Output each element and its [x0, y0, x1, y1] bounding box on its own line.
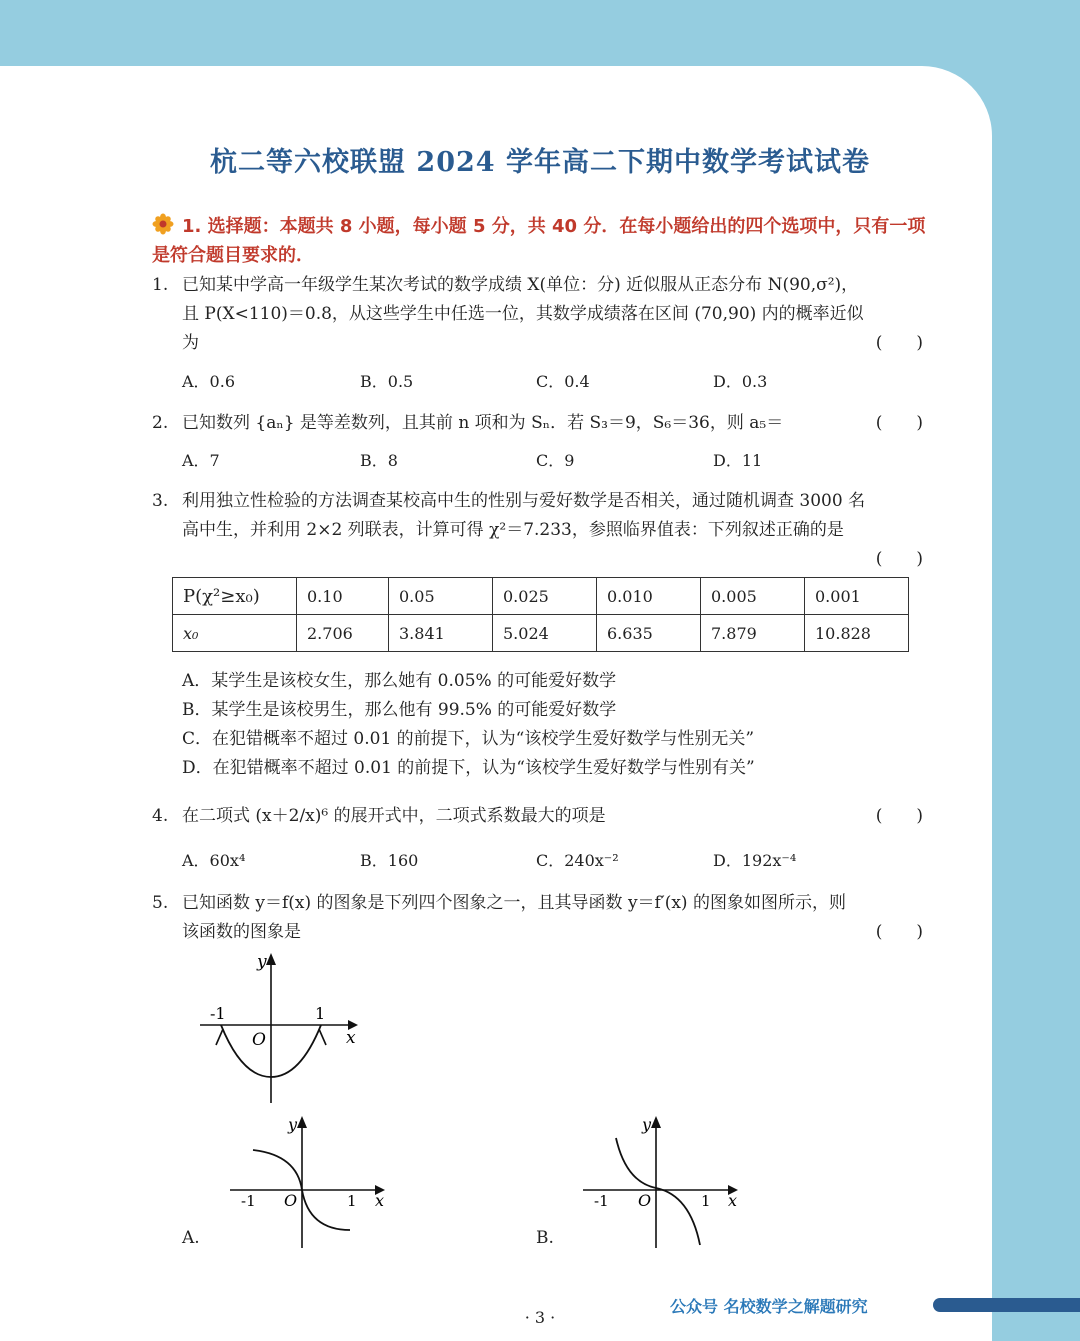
- table-cell: 5.024: [493, 615, 597, 652]
- question-line: 该函数的图象是: [182, 922, 301, 942]
- option-a: A．0.6: [182, 372, 236, 391]
- axis-label-y: y: [257, 952, 267, 972]
- question-number: 1.: [152, 275, 169, 295]
- table-cell: 6.635: [597, 615, 701, 652]
- tick-label-neg1: -1: [210, 1004, 226, 1023]
- question-line: 利用独立性检验的方法调查某校高中生的性别与爱好数学是否相关，通过随机调查 3000 名: [182, 491, 866, 511]
- axis-label-y: y: [288, 1115, 298, 1134]
- table-cell: 7.879: [701, 615, 805, 652]
- table-cell: 0.001: [805, 578, 909, 615]
- answer-paren: ( ): [875, 922, 923, 942]
- table-row: [173, 578, 909, 615]
- table-cell: 2.706: [297, 615, 389, 652]
- question-line: 高中生，并利用 2×2 列联表，计算可得 χ²＝7.233，参照临界值表：下列叙述正确的是: [182, 520, 844, 540]
- question-5: [152, 889, 927, 947]
- table-cell: 0.005: [701, 578, 805, 615]
- question-4: [152, 802, 927, 831]
- origin-label: O: [284, 1191, 298, 1210]
- table-cell: 0.010: [597, 578, 701, 615]
- option-b-graph: [578, 1110, 748, 1250]
- table-cell: P(χ²≥x₀): [173, 578, 297, 615]
- tick-label-pos1: 1: [315, 1004, 326, 1023]
- answer-paren: ( ): [875, 333, 923, 353]
- table-cell: 10.828: [805, 615, 909, 652]
- question-line: 已知数列 {aₙ} 是等差数列，且其前 n 项和为 Sₙ．若 S₃＝9，S₆＝36，则 a₅＝: [182, 413, 784, 433]
- table-cell: x₀: [173, 615, 297, 652]
- option-b: B．160: [360, 851, 419, 870]
- critical-value-table: [172, 577, 909, 652]
- tick-label-pos1: 1: [347, 1192, 357, 1210]
- answer-paren: ( ): [875, 413, 923, 433]
- option-a: A．7: [182, 451, 220, 470]
- option-c: C．在犯错概率不超过 0.01 的前提下，认为“该校学生爱好数学与性别无关”: [182, 729, 755, 749]
- option-c: C．240x⁻²: [536, 851, 619, 870]
- tick-label-pos1: 1: [701, 1192, 711, 1210]
- origin-label: O: [252, 1030, 266, 1050]
- answer-paren: ( ): [875, 549, 923, 569]
- table-cell: 0.05: [389, 578, 493, 615]
- origin-label: O: [638, 1191, 652, 1210]
- option-b-label: B.: [536, 1228, 554, 1248]
- option-b: B．8: [360, 451, 398, 470]
- option-a-label: A.: [182, 1228, 200, 1248]
- question-3: [152, 487, 927, 574]
- question-number: 5.: [152, 893, 169, 913]
- option-d: D．在犯错概率不超过 0.01 的前提下，认为“该校学生爱好数学与性别有关”: [182, 758, 755, 778]
- option-a-graph: [225, 1110, 395, 1250]
- section-text: 1. 选择题：本题共 8 小题，每小题 5 分，共 40 分．在每小题给出的四个选项中，只有一项是符合题目要求的．: [152, 216, 926, 266]
- tick-label-neg1: -1: [241, 1192, 256, 1210]
- option-b: B．某学生是该校男生，那么他有 99.5% 的可能爱好数学: [182, 700, 617, 720]
- option-b: B．0.5: [360, 372, 414, 391]
- question-1: [152, 271, 927, 358]
- question-2: [152, 409, 927, 438]
- axis-label-x: x: [375, 1191, 385, 1210]
- axis-label-y: y: [642, 1115, 652, 1134]
- table-cell: 0.025: [493, 578, 597, 615]
- footer-bar: [933, 1298, 1080, 1312]
- option-d: D．0.3: [713, 372, 768, 391]
- flower-icon: [152, 213, 174, 235]
- answer-paren: ( ): [875, 806, 923, 826]
- question-line: 在二项式 (x＋2/x)⁶ 的展开式中，二项式系数最大的项是: [182, 806, 606, 826]
- table-row: [173, 615, 909, 652]
- wechat-account: 公众号 名校数学之解题研究: [670, 1297, 868, 1316]
- section-header: [152, 212, 932, 270]
- question-number: 2.: [152, 413, 169, 433]
- axis-label-x: x: [728, 1191, 738, 1210]
- page-title: 杭二等六校联盟 2024 学年高二下期中数学考试试卷: [210, 147, 870, 178]
- question-line: 且 P(X<110)＝0.8，从这些学生中任选一位，其数学成绩落在区间 (70,90) 内的概率近似: [182, 304, 864, 324]
- question-number: 3.: [152, 491, 169, 511]
- question-number: 4.: [152, 806, 169, 826]
- option-c: C．0.4: [536, 372, 590, 391]
- tick-label-neg1: -1: [594, 1192, 609, 1210]
- page-number: · 3 ·: [524, 1308, 556, 1327]
- option-a: A．某学生是该校女生，那么她有 0.05% 的可能爱好数学: [182, 671, 617, 691]
- question-line: 已知函数 y＝f(x) 的图象是下列四个图象之一，且其导函数 y＝f′(x) 的图象如图所示，则: [182, 893, 846, 913]
- derivative-graph: [190, 945, 370, 1105]
- option-c: C．9: [536, 451, 575, 470]
- table-cell: 3.841: [389, 615, 493, 652]
- option-d: D．11: [713, 451, 763, 470]
- option-d: D．192x⁻⁴: [713, 851, 797, 870]
- axis-label-x: x: [346, 1028, 356, 1048]
- question-line: 已知某中学高一年级学生某次考试的数学成绩 X(单位：分) 近似服从正态分布 N(90,σ²)，: [182, 275, 859, 295]
- table-cell: 0.10: [297, 578, 389, 615]
- option-a: A．60x⁴: [182, 851, 246, 870]
- question-line: 为: [182, 333, 199, 353]
